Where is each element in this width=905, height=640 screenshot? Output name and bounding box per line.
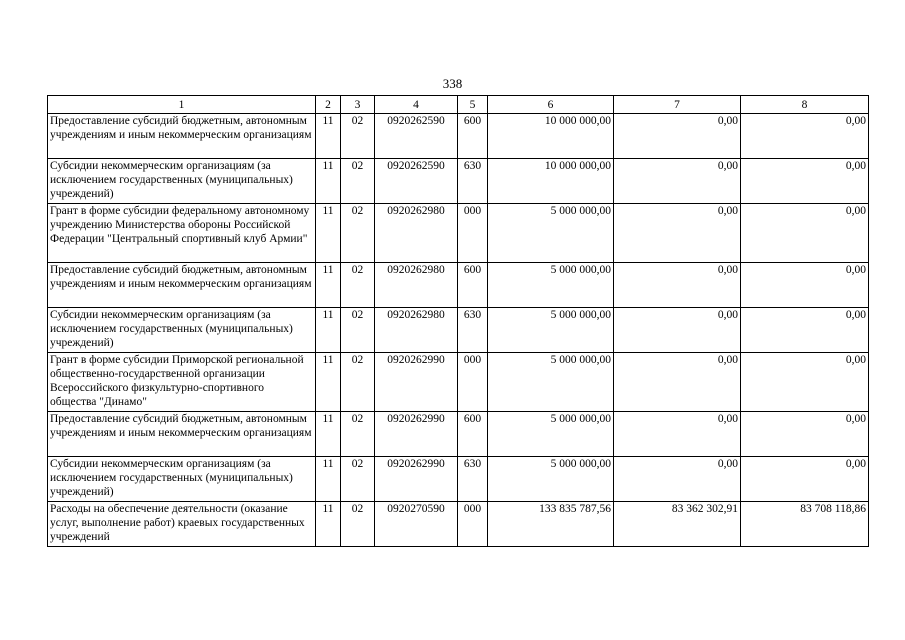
amount-col7: 0,00 [614, 114, 741, 159]
section-code: 11 [316, 308, 341, 353]
amount-col7: 0,00 [614, 204, 741, 263]
table-header-row [48, 96, 869, 114]
column-header: 1 [48, 96, 316, 114]
amount-col7: 0,00 [614, 159, 741, 204]
amount-col6: 5 000 000,00 [488, 204, 614, 263]
amount-col7: 0,00 [614, 412, 741, 457]
target-article-code: 0920262980 [375, 308, 458, 353]
amount-col8: 0,00 [741, 114, 869, 159]
expense-name: Грант в форме субсидии Приморской региональной общественно-государственной организации Всероссийского физкультурно-спортивного общества "Динамо" [48, 353, 316, 412]
target-article-code: 0920262590 [375, 114, 458, 159]
subsection-code: 02 [341, 353, 375, 412]
amount-col7: 0,00 [614, 263, 741, 308]
expense-name: Предоставление субсидий бюджетным, автономным учреждениям и иным некоммерческим организациям [48, 263, 316, 308]
amount-col6: 5 000 000,00 [488, 457, 614, 502]
amount-col8: 0,00 [741, 263, 869, 308]
section-code: 11 [316, 353, 341, 412]
table-row [48, 114, 869, 159]
expense-name: Субсидии некоммерческим организациям (за исключением государственных (муниципальных) учреждений) [48, 159, 316, 204]
expense-name: Субсидии некоммерческим организациям (за исключением государственных (муниципальных) учреждений) [48, 457, 316, 502]
amount-col8: 0,00 [741, 159, 869, 204]
subsection-code: 02 [341, 159, 375, 204]
column-header: 8 [741, 96, 869, 114]
section-code: 11 [316, 204, 341, 263]
amount-col6: 5 000 000,00 [488, 353, 614, 412]
table-row [48, 412, 869, 457]
section-code: 11 [316, 412, 341, 457]
expense-type-code: 600 [458, 263, 488, 308]
column-header: 7 [614, 96, 741, 114]
subsection-code: 02 [341, 457, 375, 502]
table-row [48, 159, 869, 204]
target-article-code: 0920262990 [375, 412, 458, 457]
table-row [48, 263, 869, 308]
expense-type-code: 600 [458, 412, 488, 457]
amount-col8: 0,00 [741, 308, 869, 353]
subsection-code: 02 [341, 263, 375, 308]
column-header: 6 [488, 96, 614, 114]
amount-col8: 0,00 [741, 353, 869, 412]
amount-col8: 0,00 [741, 412, 869, 457]
amount-col7: 83 362 302,91 [614, 502, 741, 547]
table-row [48, 353, 869, 412]
target-article-code: 0920262980 [375, 263, 458, 308]
section-code: 11 [316, 114, 341, 159]
amount-col6: 133 835 787,56 [488, 502, 614, 547]
expense-type-code: 630 [458, 457, 488, 502]
expense-name: Грант в форме субсидии федеральному автономному учреждению Министерства обороны Российской Федерации "Центральный спортивный клуб Армии" [48, 204, 316, 263]
expense-name: Предоставление субсидий бюджетным, автономным учреждениям и иным некоммерческим организациям [48, 114, 316, 159]
amount-col6: 10 000 000,00 [488, 114, 614, 159]
subsection-code: 02 [341, 308, 375, 353]
amount-col6: 10 000 000,00 [488, 159, 614, 204]
target-article-code: 0920262980 [375, 204, 458, 263]
amount-col7: 0,00 [614, 457, 741, 502]
section-code: 11 [316, 159, 341, 204]
target-article-code: 0920262990 [375, 353, 458, 412]
subsection-code: 02 [341, 114, 375, 159]
subsection-code: 02 [341, 502, 375, 547]
column-header: 2 [316, 96, 341, 114]
amount-col6: 5 000 000,00 [488, 263, 614, 308]
column-header: 3 [341, 96, 375, 114]
target-article-code: 0920270590 [375, 502, 458, 547]
amount-col8: 0,00 [741, 204, 869, 263]
section-code: 11 [316, 502, 341, 547]
subsection-code: 02 [341, 204, 375, 263]
expense-type-code: 000 [458, 502, 488, 547]
section-code: 11 [316, 457, 341, 502]
amount-col7: 0,00 [614, 353, 741, 412]
expense-name: Предоставление субсидий бюджетным, автономным учреждениям и иным некоммерческим организациям [48, 412, 316, 457]
expense-type-code: 630 [458, 159, 488, 204]
expense-type-code: 000 [458, 204, 488, 263]
target-article-code: 0920262590 [375, 159, 458, 204]
table-row [48, 204, 869, 263]
table-row [48, 308, 869, 353]
table-row [48, 457, 869, 502]
target-article-code: 0920262990 [375, 457, 458, 502]
budget-table [47, 95, 869, 547]
column-header: 4 [375, 96, 458, 114]
expense-type-code: 630 [458, 308, 488, 353]
column-header: 5 [458, 96, 488, 114]
section-code: 11 [316, 263, 341, 308]
amount-col8: 83 708 118,86 [741, 502, 869, 547]
amount-col6: 5 000 000,00 [488, 412, 614, 457]
expense-name: Субсидии некоммерческим организациям (за исключением государственных (муниципальных) учреждений) [48, 308, 316, 353]
amount-col8: 0,00 [741, 457, 869, 502]
amount-col7: 0,00 [614, 308, 741, 353]
subsection-code: 02 [341, 412, 375, 457]
page-number: 338 [442, 76, 463, 91]
expense-name: Расходы на обеспечение деятельности (оказание услуг, выполнение работ) краевых государственных учреждений [48, 502, 316, 547]
amount-col6: 5 000 000,00 [488, 308, 614, 353]
expense-type-code: 600 [458, 114, 488, 159]
table-row [48, 502, 869, 547]
expense-type-code: 000 [458, 353, 488, 412]
